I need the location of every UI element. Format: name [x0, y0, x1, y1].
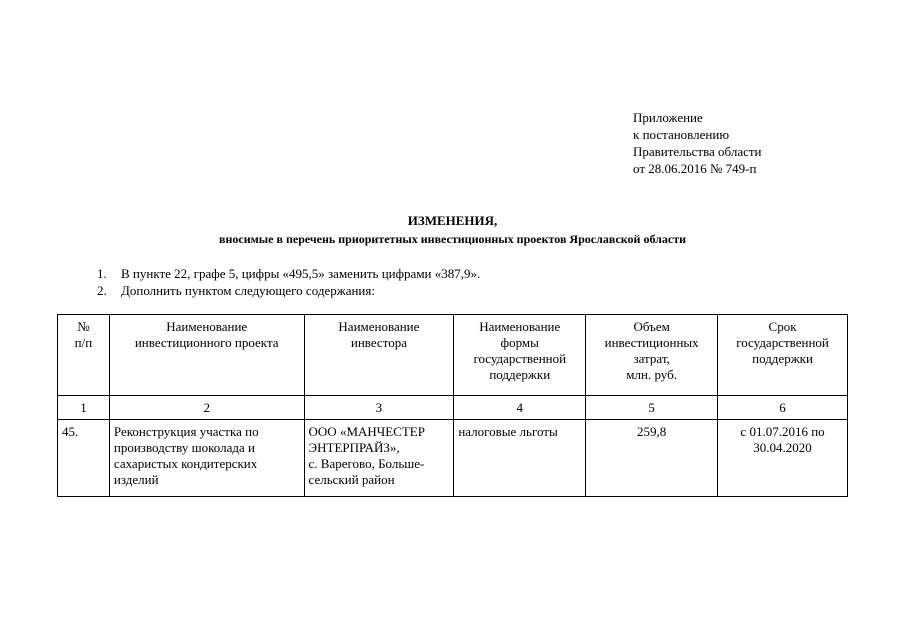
projects-table [57, 314, 848, 497]
table-row [58, 420, 848, 497]
index-cell: 2 [109, 396, 304, 420]
list-item-text: В пункте 22, графе 5, цифры «495,5» заменить цифрами «387,9». [121, 266, 481, 281]
appendix-line: от 28.06.2016 № 749-п [633, 161, 757, 176]
list-item [97, 282, 480, 299]
cell-project: Реконструкция участка по производству шоколада и сахаристых кондитерских изделий [109, 420, 304, 497]
cell-investment: 259,8 [586, 420, 718, 497]
document-title: ИЗМЕНЕНИЯ, [407, 213, 498, 228]
list-item-text: Дополнить пунктом следующего содержания: [121, 283, 375, 298]
list-item [97, 265, 480, 282]
cell-investor: ООО «МАНЧЕСТЕР ЭНТЕРПРАЙЗ», с. Варегово, Больше- сельский район [304, 420, 454, 497]
index-cell: 6 [718, 396, 848, 420]
header-investment-volume: Объем инвестиционных затрат, млн. руб. [586, 315, 718, 396]
appendix-line: Приложение [633, 110, 703, 125]
header-support-term: Срок государственной поддержки [718, 315, 848, 396]
appendix-line: Правительства области [633, 144, 762, 159]
list-item-number: 1. [97, 266, 107, 281]
index-cell: 1 [58, 396, 110, 420]
index-cell: 5 [586, 396, 718, 420]
header-project-name: Наименование инвестиционного проекта [109, 315, 304, 396]
cell-support-form: налоговые льготы [454, 420, 586, 497]
header-support-form: Наименование формы государственной поддержки [454, 315, 586, 396]
cell-number: 45. [58, 420, 110, 497]
document-subtitle: вносимые в перечень приоритетных инвестиционных проектов Ярославской области [218, 232, 687, 246]
appendix-block [633, 109, 762, 177]
header-investor-name: Наименование инвестора [304, 315, 454, 396]
changes-list [97, 265, 480, 299]
cell-term: с 01.07.2016 по 30.04.2020 [718, 420, 848, 497]
appendix-line: к постановлению [633, 127, 730, 142]
index-cell: 4 [454, 396, 586, 420]
table-index-row [58, 396, 848, 420]
list-item-number: 2. [97, 283, 107, 298]
table-header-row [58, 315, 848, 396]
header-number: № п/п [58, 315, 110, 396]
index-cell: 3 [304, 396, 454, 420]
